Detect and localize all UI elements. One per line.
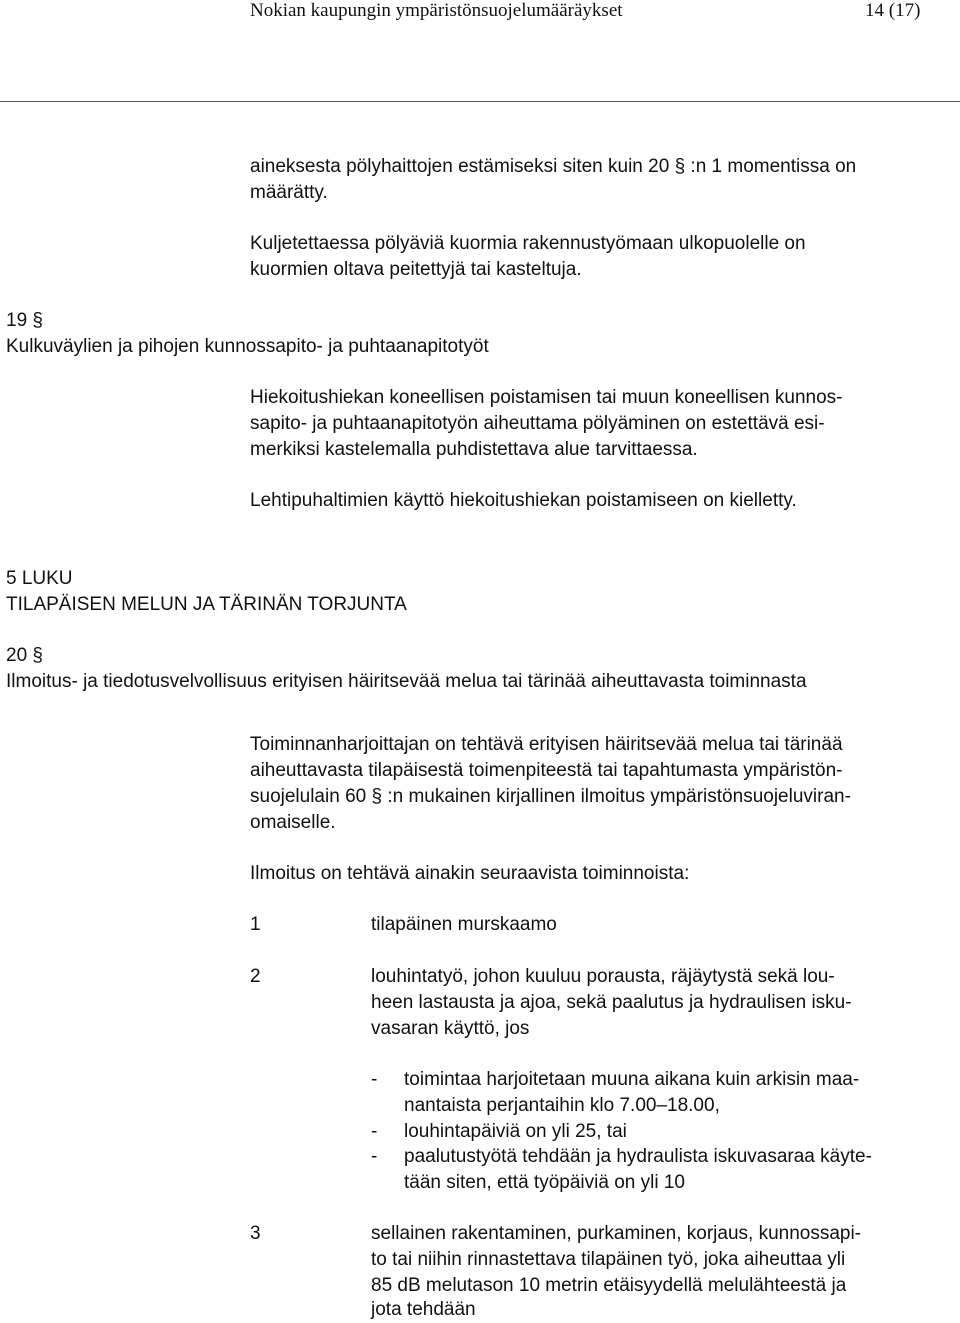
list-item-text: sellainen rakentaminen, purkaminen, korjaus, kunnossapi-: [371, 1223, 862, 1244]
list-item-text: vasaran käyttö, jos: [371, 1018, 530, 1039]
chapter-number: 5 LUKU: [6, 568, 73, 589]
section-title: Kulkuväylien ja pihojen kunnossapito- ja puhtaanapitotyöt: [6, 336, 489, 357]
paragraph-line: merkiksi kastelemalla puhdistettava alue tarvittaessa.: [250, 439, 698, 460]
paragraph-line: sapito- ja puhtaanapitotyön aiheuttama pölyäminen on estettävä esi-: [250, 413, 825, 434]
sublist-text: paalutustyötä tehdään ja hydraulista iskuvasaraa käyte-: [404, 1146, 872, 1167]
paragraph-line: Hiekoitushiekan koneellisen poistamisen tai muun koneellisen kunnos-: [250, 387, 843, 408]
section-number: 20 §: [6, 645, 43, 666]
list-item-number: 1: [250, 914, 261, 935]
sublist-dash: -: [371, 1121, 378, 1142]
header-divider: [0, 101, 960, 102]
paragraph-line: Toiminnanharjoittajan on tehtävä erityisen häiritsevää melua tai tärinää: [250, 734, 843, 755]
intro-line: kuormien oltava peitettyjä tai kasteltuja.: [250, 259, 582, 280]
intro-line: määrätty.: [250, 182, 328, 203]
page-header: [0, 0, 960, 30]
list-item-text: heen lastausta ja ajoa, sekä paalutus ja hydraulisen isku-: [371, 992, 852, 1013]
paragraph-line: omaiselle.: [250, 812, 336, 833]
document-title: Nokian kaupungin ympäristönsuojelumääräykset: [250, 0, 623, 21]
list-item-text: jota tehdään: [371, 1299, 476, 1320]
sublist-text: louhintapäiviä on yli 25, tai: [404, 1121, 627, 1142]
sublist-text: nantaista perjantaihin klo 7.00–18.00,: [404, 1095, 720, 1116]
intro-line: aineksesta pölyhaittojen estämiseksi siten kuin 20 § :n 1 momentissa on: [250, 156, 857, 177]
list-item-number: 3: [250, 1223, 261, 1244]
section-number: 19 §: [6, 310, 43, 331]
paragraph-line: aiheuttavasta tilapäisestä toimenpiteestä tai tapahtumasta ympäristön-: [250, 760, 843, 781]
intro-line: Kuljetettaessa pölyäviä kuormia rakennustyömaan ulkopuolelle on: [250, 233, 806, 254]
list-item-text: tilapäinen murskaamo: [371, 914, 557, 935]
section-title: Ilmoitus- ja tiedotusvelvollisuus erityisen häiritsevää melua tai tärinää aiheuttavasta toiminnasta: [6, 671, 807, 692]
sublist-dash: -: [371, 1069, 378, 1090]
sublist-dash: -: [371, 1146, 378, 1167]
paragraph-line: suojelulain 60 § :n mukainen kirjallinen ilmoitus ympäristönsuojeluviran-: [250, 786, 851, 807]
page-number: 14 (17): [865, 0, 921, 21]
list-item-text: to tai niihin rinnastettava tilapäinen työ, joka aiheuttaa yli: [371, 1249, 846, 1270]
list-item-text: louhintatyö, johon kuuluu porausta, räjäytystä sekä lou-: [371, 966, 835, 987]
sublist-text: toimintaa harjoitetaan muuna aikana kuin arkisin maa-: [404, 1069, 860, 1090]
paragraph-line: Ilmoitus on tehtävä ainakin seuraavista toiminnoista:: [250, 863, 690, 884]
chapter-title: TILAPÄISEN MELUN JA TÄRINÄN TORJUNTA: [6, 594, 407, 615]
paragraph-line: Lehtipuhaltimien käyttö hiekoitushiekan poistamiseen on kielletty.: [250, 490, 797, 511]
list-item-number: 2: [250, 966, 261, 987]
sublist-text: tään siten, että työpäiviä on yli 10: [404, 1172, 685, 1193]
list-item-text: 85 dB melutason 10 metrin etäisyydellä melulähteestä ja: [371, 1275, 847, 1296]
